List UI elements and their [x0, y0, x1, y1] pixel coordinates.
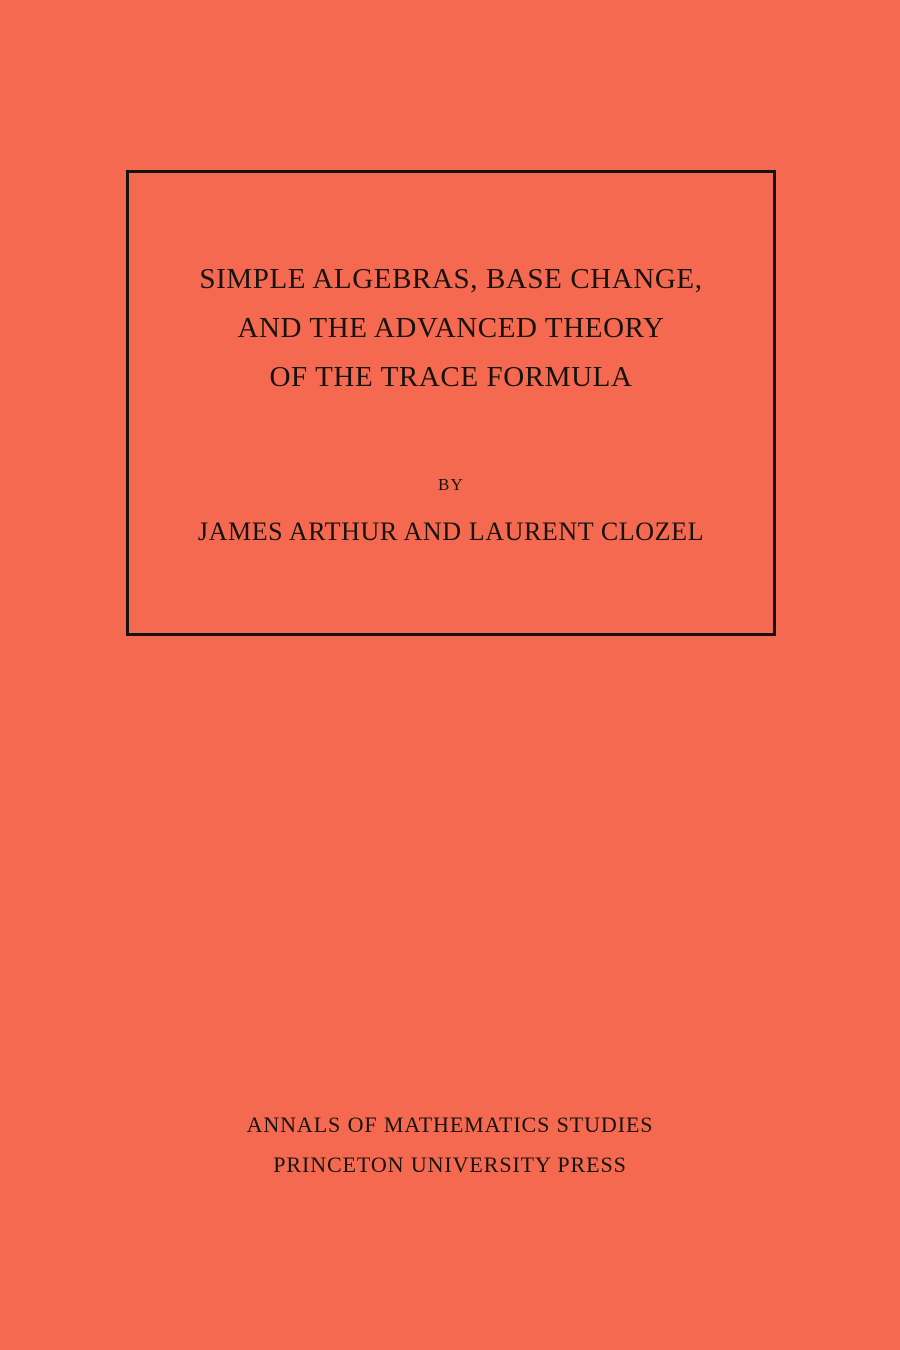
by-label: BY — [437, 475, 465, 494]
book-title-line-3: OF THE TRACE FORMULA — [269, 361, 633, 393]
title-frame-border — [126, 170, 776, 636]
book-authors: JAMES ARTHUR AND LAURENT CLOZEL — [197, 517, 705, 546]
book-title-line-1: SIMPLE ALGEBRAS, BASE CHANGE, — [199, 263, 703, 295]
title-block — [129, 255, 773, 547]
publisher-name: PRINCETON UNIVERSITY PRESS — [273, 1152, 627, 1177]
cover-footer — [0, 1112, 900, 1178]
series-name: ANNALS OF MATHEMATICS STUDIES — [246, 1112, 654, 1137]
book-title-line-2: AND THE ADVANCED THEORY — [237, 312, 665, 344]
